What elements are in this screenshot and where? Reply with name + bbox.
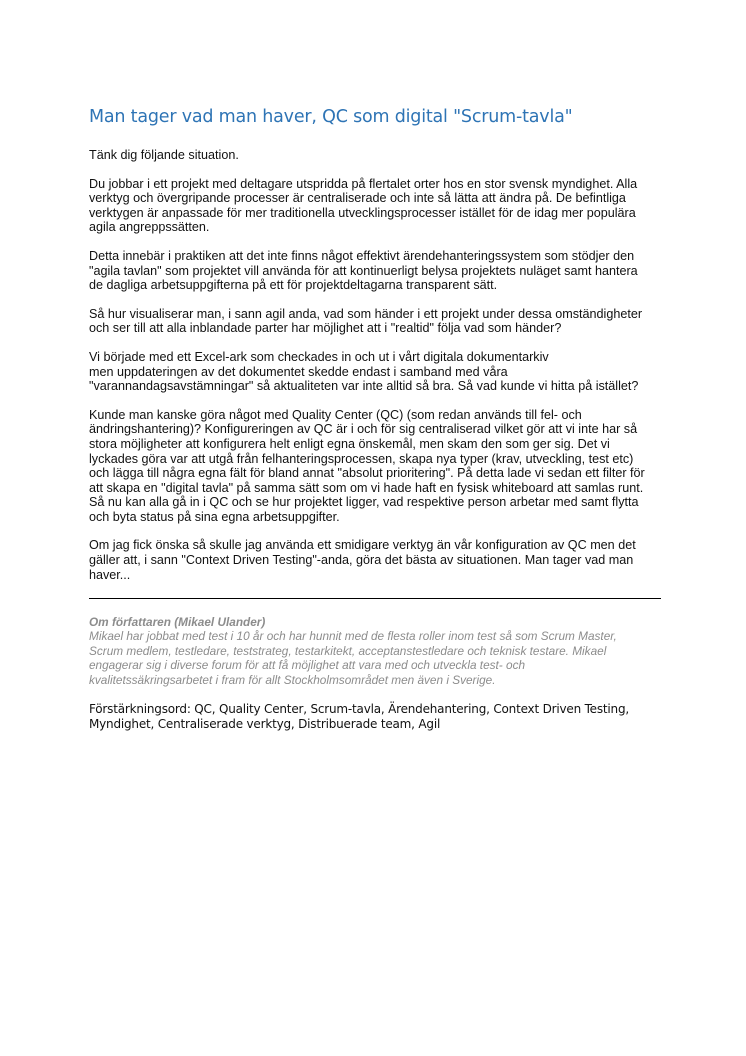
text-line: Du jobbar i ett projekt med deltagare utspridda på flertalet orter hos en stor svensk myndighet. Alla: [89, 176, 638, 191]
text-line: gäller att, i sann "Context Driven Testing"-anda, göra det bästa av situationen. Man tager vad man: [89, 553, 634, 568]
text-line: "agila tavlan" som projektet vill använda för att kontinuerligt belysa projektets nuläget samt hantera: [89, 263, 638, 278]
text-line: Kunde man kanske göra något med Quality Center (QC) (som redan används till fel- och: [89, 407, 582, 422]
text-line: agila angreppssätten.: [89, 220, 210, 235]
paragraph-conclusion: [89, 538, 661, 582]
text-line: ändringshantering)? Konfigureringen av QC är i och för sig centraliserad vilket gör att vi inte har så: [89, 422, 638, 437]
text-line: de dagliga arbetsuppgifterna på ett för projektdeltagarna transparent sätt.: [89, 278, 498, 293]
text-line: haver...: [89, 567, 131, 582]
text-line: lyckades göra var att utgå från felhanteringsprocessen, skapa nya typer (krav, utveckling, test etc): [89, 451, 634, 466]
text-line: "varannandagsavstämningar" så aktualiteten var inte alltid så bra. Så vad kunde vi hitta på istället?: [89, 379, 639, 394]
text-line: verktyg och övergripande processer är centraliserade och inte så lätta att ändra på. De befintliga: [89, 191, 626, 206]
author-bio: [89, 629, 661, 687]
text-line: engagerar sig i diverse forum för att få möjlighet att vara med och utveckla test- och: [89, 658, 526, 673]
text-line: men uppdateringen av det dokumentet skedde endast i samband med våra: [89, 364, 508, 379]
text-line: stora möjligheter att konfigurera helt enligt egna önskemål, men skam den som ger sig. Det vi: [89, 436, 610, 451]
paragraph-problem: [89, 249, 661, 293]
text-line: kvalitetssäkringsarbetet i fram för allt Stockholmsområdet men även i Sverige.: [89, 673, 496, 688]
text-line: Vi började med ett Excel-ark som checkades in och ut i vårt digitala dokumentarkiv: [89, 349, 549, 364]
section-divider: [89, 598, 661, 599]
paragraph-intro: [89, 148, 661, 163]
article-title: Man tager vad man haver, QC som digital "Scrum-tavla": [89, 107, 573, 127]
text-line: Så nu kan alla gå in i QC och se hur projektet ligger, vad respektive person arbetar med samt flytta: [89, 495, 639, 510]
paragraph-excel: [89, 350, 661, 394]
text-line: och byta status på sina egna arbetsuppgifter.: [89, 509, 340, 524]
text-line: Om jag fick önska så skulle jag använda ett smidigare verktyg än vår konfiguration av QC men det: [89, 538, 636, 553]
text-line: Tänk dig följande situation.: [89, 148, 239, 162]
paragraph-question: [89, 307, 661, 336]
text-line: verktygen är anpassade för mer traditionella utvecklingsprocesser istället för de idag mer populära: [89, 205, 636, 220]
text-line: Scrum medlem, testledare, teststrateg, testarkitekt, acceptanstestledare och teknisk testare. Mikael: [89, 643, 607, 658]
paragraph-quality-center: [89, 408, 661, 525]
text-line: Mikael har jobbat med test i 10 år och har hunnit med de flesta roller inom test så som Scrum Master,: [89, 629, 617, 644]
text-line: Myndighet, Centraliserade verktyg, Distribuerade team, Agil: [89, 716, 441, 731]
paragraph-context: [89, 177, 661, 235]
text-line: att skapa en "digital tavla" på samma sätt som om vi hade haft en fysisk whiteboard att samlas runt.: [89, 480, 644, 495]
text-line: Detta innebär i praktiken att det inte finns något effektivt ärendehanteringssystem som stödjer den: [89, 248, 635, 263]
keywords: [89, 702, 661, 732]
author-heading: Om författaren (Mikael Ulander): [89, 615, 266, 630]
document-content: [89, 106, 661, 732]
text-line: och lägga till några egna fält för bland annat "absolut prioritering". På detta lade vi sedan ett filter för: [89, 466, 645, 481]
text-line: och ser till att alla inblandade parter har möjlighet att i "realtid" följa vad som händer?: [89, 321, 562, 336]
text-line: Så hur visualiserar man, i sann agil anda, vad som händer i ett projekt under dessa omständigheter: [89, 306, 643, 321]
text-line: Förstärkningsord: QC, Quality Center, Scrum-tavla, Ärendehantering, Context Driven Testing,: [89, 701, 629, 716]
